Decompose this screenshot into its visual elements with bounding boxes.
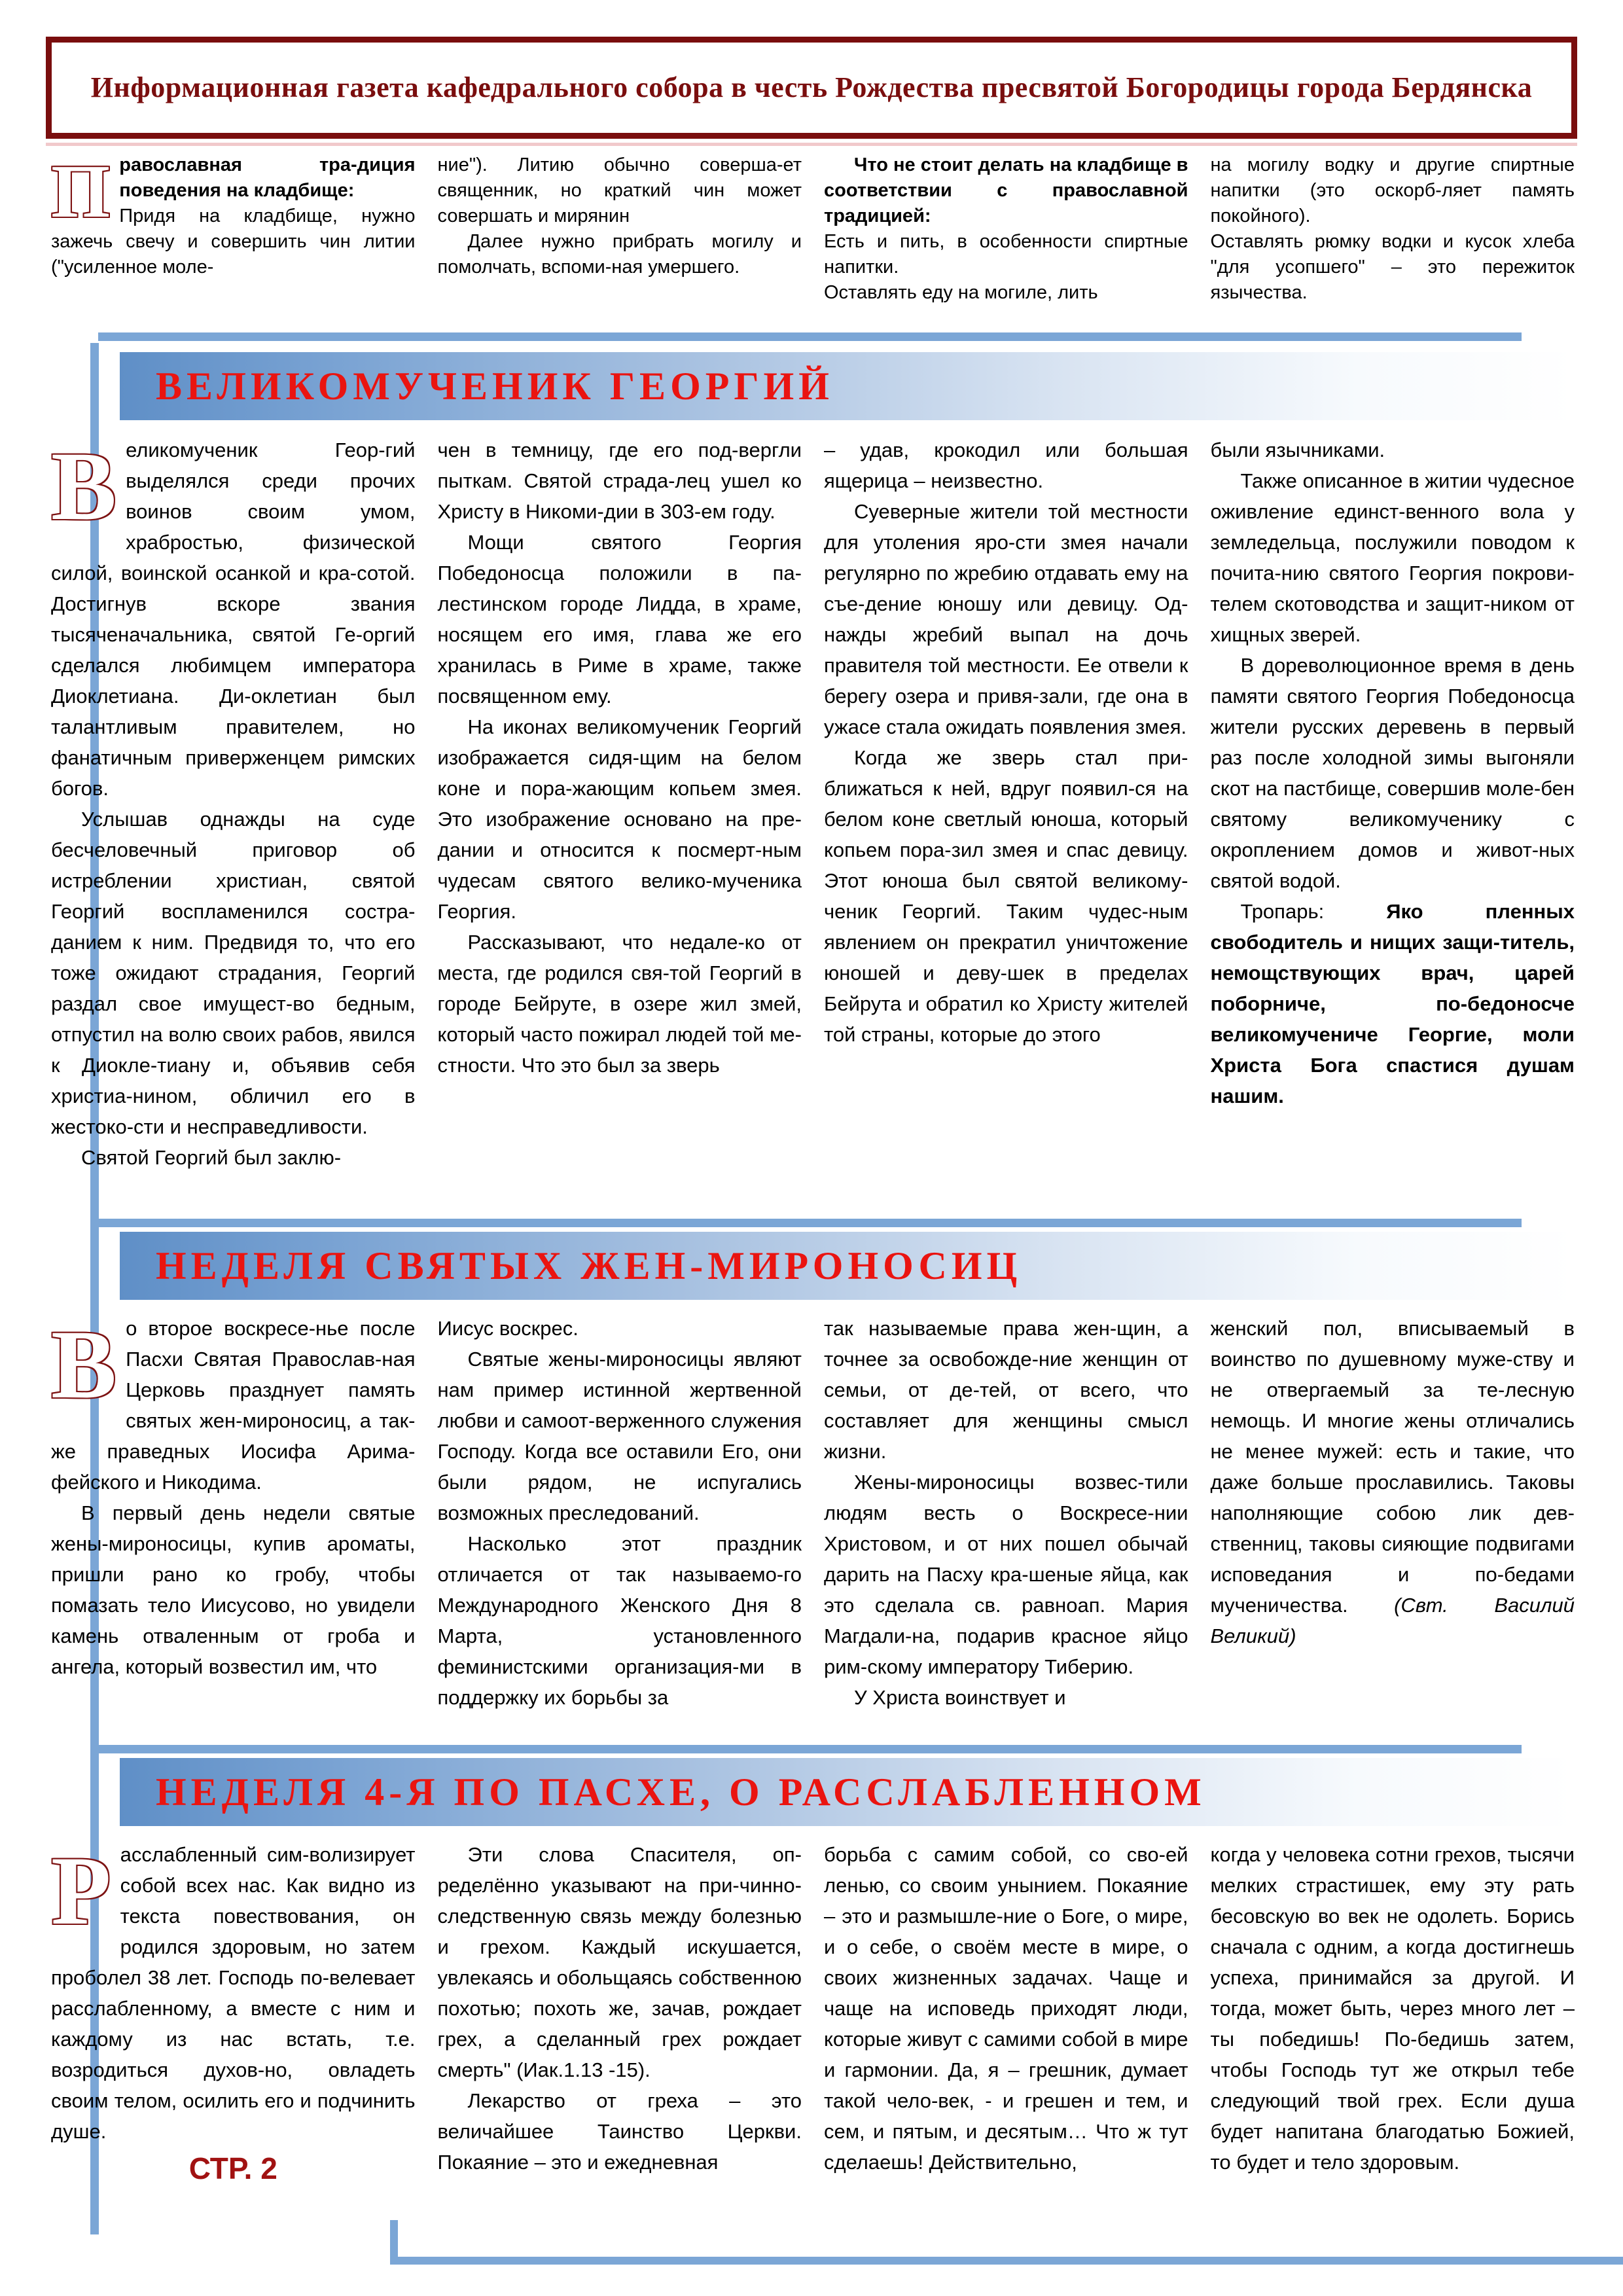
text-run: женский пол, вписываемый в воинство по душевному муже-ству и не отвергаемый за те-лесную немощь. И многие жены отличались не менее мужей: есть и такие, что даже больше прославились. Таковы наполняющие собою лик дев-ственниц, таковы сияющие подвигами исповедания и по-бедами мученичества. (1210, 1317, 1575, 1617)
bottom-blue-rule (390, 2257, 1623, 2265)
paragraph: В первый день недели святые жены-мироносицы, купив ароматы, пришли рано ко гробу, чтобы помазать тело Иисусово, но увидели камень отваленным от гроба и ангела, который возвестил им, что (51, 1501, 416, 1678)
section-title-mironosicy: НЕДЕЛЯ СВЯТЫХ ЖЕН-МИРОНОСИЦ (156, 1244, 1022, 1287)
column-1 (51, 1839, 416, 2262)
column-4 (1211, 1313, 1575, 1753)
paragraph: когда у человека сотни грехов, тысячи мелких страстишек, ему эту рать бесовскую во век не одолеть. Борись сначала с одним, а когда достигнешь успеха, принимайся за другой. И тогда, может быть, через много лет – ты победишь! По-бедишь затем, чтобы Господь тут же открыл тебе следующий твой грех. Если душа будет напитана благодатью Божией, то будет и тело здоровым. (1210, 1843, 1575, 2174)
intro-article-columns (51, 152, 1575, 334)
paragraph: Мощи святого Георгия Победоносца положили в па-лестинском городе Лидда, в храме, носящем его имя, глава же его хранилась в Риме в храме, также посвященном ему. (437, 531, 802, 708)
paragraph: У Христа воинствует и (854, 1686, 1066, 1709)
paragraph: Далее нужно прибрать могилу и помолчать, вспоми-ная умершего. (437, 231, 802, 278)
section-columns-georgiy (51, 435, 1575, 1224)
section-title-georgiy: ВЕЛИКОМУЧЕНИК ГЕОРГИЙ (156, 364, 834, 408)
section-banner-mironosicy (120, 1232, 1575, 1300)
paragraph: Эти слова Спасителя, оп-ределённо указывают на при-чинно-следственную связь между болезнью и грехом. Каждый искушается, увлекаясь и обольщаясь собственною похотью; похоть же, зачав, рождает грех, а сделанный грех рождает смерть" (Иак.1.13 -15). (437, 1843, 802, 2081)
column-3 (824, 152, 1188, 334)
paragraph: Жены-мироносицы возвес-тили людям весть о Воскресе-нии Христовом, и от них пошел обычай дарить на Пасху кра-шеные яйца, как это сделала св. равноап. Мария Магдали-на, подарив красное яйцо рим-скому императору Тиберию. (824, 1471, 1188, 1678)
column-2 (438, 1839, 802, 2262)
section-title-rasslablennyi: НЕДЕЛЯ 4-Я ПО ПАСХЕ, О РАССЛАБЛЕННОМ (156, 1770, 1206, 1814)
paragraph: Есть и пить, в особенности спиртные напитки. (824, 231, 1188, 278)
paragraph: В дореволюционное время в день памяти святого Георгия Победоносца жители русских деревень в первый раз после холодной зимы выгоняли скот на пастбище, совершив моле-бен святому великомученику с окроплением домов и живот-ных святой водой. (1210, 654, 1575, 892)
paragraph: Суеверные жители той местности для утоления яро-сти змея начали регулярно по жребию отдавать ему на съе-дение юношу или девицу. Од-нажды жребий выпал на дочь правителя той местности. Ее отвели к берегу озера и привя-зали, где она в ужасе стала ожидать появления змея. (824, 500, 1188, 738)
text-run: Тропарь: (1240, 900, 1387, 923)
section-banner-georgiy (120, 352, 1575, 420)
paragraph: – удав, крокодил или большая ящерица – неизвестно. (824, 439, 1188, 492)
column-3 (824, 1313, 1188, 1753)
drop-cap: В (51, 1313, 117, 1419)
paragraph (1211, 896, 1575, 1111)
masthead (46, 37, 1577, 139)
section-banner-rasslablennyi (120, 1758, 1575, 1826)
column-4 (1211, 152, 1575, 334)
drop-cap: П (51, 152, 111, 234)
section-columns-mironosicy (51, 1313, 1575, 1753)
paragraph: Лекарство от греха – это величайшее Таинство Церкви. Покаяние – это и ежедневная (437, 2089, 802, 2174)
drop-cap: В (51, 435, 117, 541)
column-4 (1211, 435, 1575, 1224)
paragraph (1211, 1313, 1575, 1651)
column-1 (51, 152, 416, 334)
section-divider-bar (98, 332, 1522, 341)
section-divider-bar (98, 1745, 1522, 1753)
column-2 (438, 1313, 802, 1753)
column-3 (824, 435, 1188, 1224)
paragraph: Во второе воскресе-нье после Пасхи Святая Православ-ная Церковь празднует память святых жен-мироносиц, а так-же праведных Иосифа Арима-фейского и Никодима. (51, 1313, 416, 1494)
column-4 (1211, 1839, 1575, 2262)
paragraph: На иконах великомученик Георгий изображается сидя-щим на белом коне и пора-жающим копьем змея. Это изображение основано на пре-дании и относится к посмерт-ным чудесам святого велико-мученика Георгия. (437, 715, 802, 923)
paragraph: борьба с самим собой, со сво-ей ленью, со своим унынием. Покаяние – это и размышле-ние о Боге, о мире, и о себе, о своём месте в мире, о своих жизненных задачах. Чаще и чаще на исповедь приходят люди, которые живут с самими собой в мире и гармонии. Да, я – грешник, думает такой чело-век, - и грешен и тем, и сем, и пятым, и десятым… Что ж тут сделаешь! Действительно, (824, 1843, 1188, 2174)
paragraph: Святые жены-мироносицы являют нам пример истинной жертвенной любви и самоот-верженного служения Господу. Когда все оставили Его, они были рядом, не испугались возможных преследований. (437, 1348, 802, 1524)
newspaper-title: Информационная газета кафедрального собора в честь Рождества пресвятой Богородицы города Бердянска (90, 71, 1533, 103)
paragraph: Придя на кладбище, нужно зажечь свечу и совершить чин литии ("усиленное моле- (51, 206, 416, 278)
paragraph: Святой Георгий был заклю- (81, 1146, 342, 1169)
paragraph: ние"). Литию обычно соверша-ет священник, но краткий чин может совершать и мирянин (437, 154, 802, 226)
paragraph: Рассказывают, что недале-ко от места, где родился свя-той Георгий в городе Бейруте, в озере жил змей, который часто пожирал людей той ме-стности. Что это был за зверь (437, 931, 802, 1077)
column-2 (438, 152, 802, 334)
column-2 (438, 435, 802, 1224)
paragraph: СТР. 2 (188, 2151, 277, 2185)
paragraph: Православная тра-диция поведения на кладбище: (51, 152, 416, 234)
text-run: Яко пленных свободитель и нищих защи-титель, немощствующих врач, царей поборниче, по-бедоносче великомучениче Георгие, моли Христа Бога спастися душам нашим. (1210, 900, 1575, 1107)
masthead-underline (46, 143, 1577, 146)
paragraph: чен в темницу, где его под-вергли пыткам. Святой страда-лец ушел ко Христу в Никоми-дии в 303-ем году. (437, 439, 802, 523)
column-1 (51, 435, 416, 1224)
paragraph: Оставлять еду на могиле, лить (824, 282, 1098, 303)
paragraph: Также описанное в житии чудесное оживление единст-венного вола у земледельца, послужили поводом к почита-нию святого Георгия покрови-телем скотоводства и защит-ником от хищных зверей. (1210, 469, 1575, 646)
column-3 (824, 1839, 1188, 2262)
section-columns-rasslablennyi (51, 1839, 1575, 2262)
paragraph: Когда же зверь стал при-ближаться к ней, вдруг появил-ся на белом коне светлый юноша, который копьем пора-зил змея и спас девицу. Этот юноша был святой великому-ченик Георгий. Таким чудес-ным явлением он прекратил уничтожение юношей и деву-шек в пределах Бейрута и обратил ко Христу жителей той страны, которые до этого (824, 746, 1188, 1046)
paragraph: Оставлять рюмку водки и кусок хлеба "для усопшего" – это пережиток язычества. (1210, 231, 1575, 303)
paragraph: Услышав однажды на суде бесчеловечный приговор об истреблении христиан, святой Георгий воспламенился состра-данием к ним. Предвидя то, что его тоже ожидают страдания, Георгий раздал свое имущест-во бедным, отпустил на волю своих рабов, явился к Диокле-тиану и, объявив себя христиа-нином, обличил его в жестоко-сти и несправедливости. (51, 808, 416, 1138)
drop-cap: Р (51, 1839, 111, 1945)
paragraph: Насколько этот праздник отличается от так называемо-го Международного Женского Дня 8 Марта, установленного феминистскими организация-ми в поддержку их борьбы за (437, 1532, 802, 1709)
text-run: (Свт. Василий Великий) (1210, 1594, 1575, 1647)
paragraph: Великомученик Геор-гий выделялся среди прочих воинов своим умом, храбростью, физической силой, воинской осанкой и кра-сотой. Достигнув вскоре звания тысяченачальника, святой Ге-оргий сделался любимцем императора Диоклетиана. Ди-оклетиан был талантливым правителем, но фанатичным приверженцем римских богов. (51, 435, 416, 800)
paragraph: были язычниками. (1210, 439, 1385, 461)
paragraph: так называемые права жен-щин, а точнее за освобожде-ние женщин от семьи, от де-тей, от всего, что составляет для женщины смысл жизни. (824, 1317, 1188, 1463)
paragraph: Расслабленный сим-волизирует собой всех нас. Как видно из текста повествования, он родился здоровым, но затем проболел 38 лет. Господь по-велевает расслабленному, а вместе с ним и каждому из нас встать, т.е. возродиться духов-но, овладеть своим телом, осилить его и подчинить душе. (51, 1839, 416, 2143)
section-divider-bar (98, 1219, 1522, 1227)
column-1 (51, 1313, 416, 1753)
paragraph: Что не стоит делать на кладбище в соответствии с православной традицией: (824, 154, 1188, 226)
paragraph: на могилу водку и другие спиртные напитки (это оскорб-ляет память покойного). (1210, 154, 1575, 226)
paragraph: Иисус воскрес. (437, 1317, 579, 1340)
